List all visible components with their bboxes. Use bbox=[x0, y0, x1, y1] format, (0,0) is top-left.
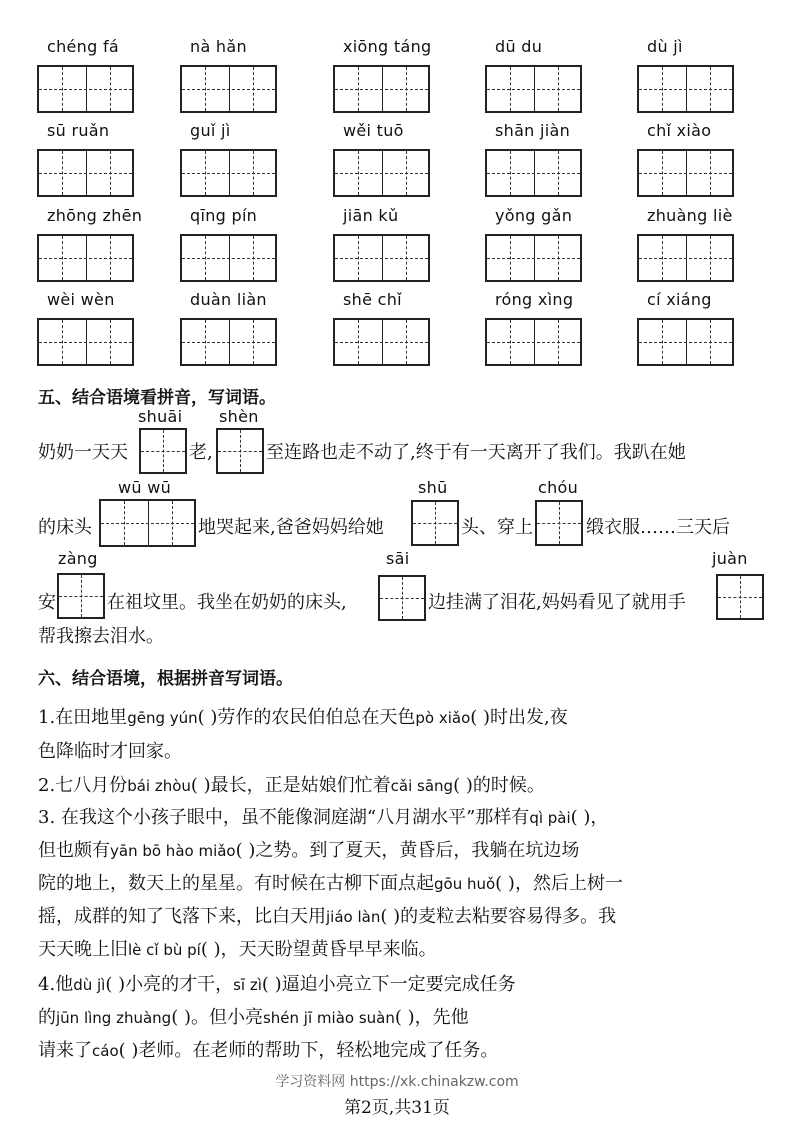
grid-pinyin: nà hǎn bbox=[190, 37, 247, 56]
s6-text: 摇，成群的知了飞落下来，比白天用 bbox=[38, 906, 326, 927]
grid-answer-box[interactable] bbox=[485, 318, 582, 366]
pinyin-juan: juàn bbox=[712, 549, 748, 568]
grid-pinyin: wèi wèn bbox=[47, 290, 115, 309]
grid-pinyin: yǒng gǎn bbox=[495, 206, 573, 225]
s6-text: 但也颇有 bbox=[38, 840, 110, 861]
watermark: 学习资料网 https://xk.chinakzw.com bbox=[275, 1074, 519, 1090]
grid-answer-box[interactable] bbox=[485, 65, 582, 113]
grid-pinyin: dù jì bbox=[647, 37, 683, 56]
s5-line3-mid: 在祖坟里。我坐在奶奶的床头, bbox=[107, 592, 347, 613]
answer-box-wuwu[interactable] bbox=[99, 499, 196, 547]
s6-line bbox=[38, 737, 182, 763]
grid-pinyin: qīng pín bbox=[190, 206, 258, 225]
s6-pinyin: bái zhòu bbox=[127, 777, 191, 795]
grid-pinyin: xiōng táng bbox=[343, 37, 432, 56]
s6-text: 院的地上，数天上的星星。有时候在古柳下面点起 bbox=[38, 873, 434, 894]
pinyin-chou: chóu bbox=[538, 478, 579, 497]
answer-box-shuai[interactable] bbox=[139, 428, 187, 474]
s6-text: 3. 在我这个小孩子眼中，虽不能像洞庭湖“八月湖水平”那样有 bbox=[38, 807, 530, 828]
s6-text: 2.七八月份 bbox=[38, 775, 128, 796]
s6-line bbox=[38, 771, 545, 797]
answer-box-zang[interactable] bbox=[57, 573, 105, 619]
grid-answer-box[interactable] bbox=[333, 149, 430, 197]
grid-pinyin: chǐ xiào bbox=[647, 121, 712, 140]
grid-pinyin: jiān kǔ bbox=[343, 206, 399, 225]
s5-line2-mid2: 头、穿上 bbox=[461, 517, 533, 538]
answer-box-shen[interactable] bbox=[216, 428, 264, 474]
grid-answer-box[interactable] bbox=[333, 234, 430, 282]
grid-answer-box[interactable] bbox=[37, 234, 134, 282]
s5-line2-pre: 的床头 bbox=[38, 517, 92, 538]
pinyin-shuai: shuāi bbox=[138, 407, 183, 426]
s6-pinyin: cáo bbox=[92, 1042, 119, 1060]
s5-line4: 帮我擦去泪水。 bbox=[38, 626, 164, 647]
grid-answer-box[interactable] bbox=[637, 318, 734, 366]
s6-pinyin: pò xiǎo bbox=[415, 709, 471, 727]
answer-box-juan[interactable] bbox=[716, 574, 764, 620]
grid-answer-box[interactable] bbox=[37, 65, 134, 113]
grid-pinyin: róng xìng bbox=[495, 290, 574, 309]
s6-text: 请来了 bbox=[38, 1040, 92, 1061]
s6-text[interactable]: ( )最长，正是姑娘们忙着 bbox=[190, 775, 391, 796]
s6-line bbox=[38, 935, 437, 961]
page-number: 第2页,共31页 bbox=[344, 1098, 450, 1118]
grid-answer-box[interactable] bbox=[37, 149, 134, 197]
pinyin-zang: zàng bbox=[58, 549, 98, 568]
answer-box-shu[interactable] bbox=[411, 500, 459, 546]
s6-line bbox=[38, 869, 623, 895]
s5-line1-post: 至连路也走不动了,终于有一天离开了我们。我趴在她 bbox=[266, 442, 686, 463]
s6-text: 1.在田地里 bbox=[38, 707, 128, 728]
s5-line1-pre: 奶奶一天天 bbox=[38, 442, 128, 463]
grid-answer-box[interactable] bbox=[37, 318, 134, 366]
s6-pinyin: gēng yún bbox=[127, 709, 198, 727]
s6-text[interactable]: ( )。但小亮 bbox=[171, 1007, 263, 1028]
s6-pinyin: shén jī miào suàn bbox=[262, 1009, 395, 1027]
s6-text[interactable]: ( )， bbox=[570, 807, 609, 828]
s6-line bbox=[38, 1036, 498, 1062]
s6-pinyin: qì pài bbox=[529, 809, 571, 827]
s6-line bbox=[38, 970, 516, 996]
s6-text[interactable]: ( )小亮的才干， bbox=[105, 974, 234, 995]
s6-line bbox=[38, 836, 579, 862]
s5-line3-post: 边挂满了泪花,妈妈看见了就用手 bbox=[428, 592, 686, 613]
s6-text[interactable]: ( )，然后上树一 bbox=[495, 873, 623, 894]
grid-pinyin: wěi tuō bbox=[343, 121, 404, 140]
section5-heading: 五、结合语境看拼音，写词语。 bbox=[38, 388, 276, 408]
grid-answer-box[interactable] bbox=[180, 318, 277, 366]
grid-pinyin: cí xiáng bbox=[647, 290, 712, 309]
s6-pinyin: dù jì bbox=[73, 976, 106, 994]
s6-text[interactable]: ( )的麦粒去粘要容易得多。我 bbox=[380, 906, 617, 927]
s6-text: 的 bbox=[38, 1007, 56, 1028]
s6-text: 4.他 bbox=[38, 974, 74, 995]
grid-pinyin: duàn liàn bbox=[190, 290, 267, 309]
grid-answer-box[interactable] bbox=[637, 234, 734, 282]
grid-answer-box[interactable] bbox=[180, 234, 277, 282]
s6-pinyin: gōu huǒ bbox=[434, 875, 496, 893]
s6-text[interactable]: ( )之势。到了夏天，黄昏后，我躺在坑边场 bbox=[235, 840, 580, 861]
grid-answer-box[interactable] bbox=[180, 65, 277, 113]
s6-line bbox=[38, 703, 568, 729]
s6-line bbox=[38, 1003, 469, 1029]
s5-line2-mid: 地哭起来,爸爸妈妈给她 bbox=[198, 517, 384, 538]
grid-pinyin: shān jiàn bbox=[495, 121, 571, 140]
s6-pinyin: jiáo làn bbox=[326, 908, 381, 926]
grid-pinyin: zhuàng liè bbox=[647, 206, 733, 225]
s6-pinyin: yān bō hào miǎo bbox=[110, 842, 236, 860]
grid-pinyin: shē chǐ bbox=[343, 290, 402, 309]
section6-heading: 六、结合语境，根据拼音写词语。 bbox=[38, 669, 293, 689]
s6-text[interactable]: ( )劳作的农民伯伯总在天色 bbox=[197, 707, 416, 728]
grid-answer-box[interactable] bbox=[180, 149, 277, 197]
s6-pinyin: jūn lìng zhuàng bbox=[56, 1009, 172, 1027]
s6-line bbox=[38, 803, 608, 829]
grid-answer-box[interactable] bbox=[637, 149, 734, 197]
answer-box-sai[interactable] bbox=[378, 575, 426, 621]
s6-line bbox=[38, 902, 616, 928]
grid-answer-box[interactable] bbox=[333, 65, 430, 113]
grid-pinyin: dū du bbox=[495, 37, 543, 56]
s6-text: 天天晚上旧 bbox=[38, 939, 128, 960]
s5-line1-mid: 老, bbox=[189, 442, 213, 463]
s6-text[interactable]: ( )的时候。 bbox=[453, 775, 545, 796]
pinyin-shu: shū bbox=[418, 478, 448, 497]
grid-pinyin: chéng fá bbox=[47, 37, 120, 56]
s6-text[interactable]: ( )，天天盼望黄昏早早来临。 bbox=[200, 939, 437, 960]
grid-answer-box[interactable] bbox=[637, 65, 734, 113]
answer-box-chou[interactable] bbox=[535, 500, 583, 546]
pinyin-shen: shèn bbox=[219, 407, 259, 426]
pinyin-wuwu: wū wū bbox=[118, 478, 172, 497]
s6-text[interactable]: ( )，先他 bbox=[394, 1007, 469, 1028]
s5-line2-post: 缎衣服……三天后 bbox=[586, 517, 730, 538]
grid-pinyin: zhōng zhēn bbox=[47, 206, 143, 225]
grid-answer-box[interactable] bbox=[485, 234, 582, 282]
s6-text[interactable]: ( )逼迫小亮立下一定要完成任务 bbox=[261, 974, 516, 995]
grid-answer-box[interactable] bbox=[333, 318, 430, 366]
s6-pinyin: lè cǐ bù pí bbox=[128, 941, 201, 959]
s6-text[interactable]: ( )老师。在老师的帮助下，轻松地完成了任务。 bbox=[118, 1040, 499, 1061]
s6-text[interactable]: ( )时出发,夜 bbox=[470, 707, 568, 728]
grid-pinyin: sū ruǎn bbox=[47, 121, 110, 140]
pinyin-sai: sāi bbox=[386, 549, 410, 568]
grid-pinyin: guǐ jì bbox=[190, 121, 231, 140]
s6-pinyin: sī zì bbox=[233, 976, 262, 994]
s6-pinyin: cǎi sāng bbox=[390, 777, 454, 795]
s5-line3-pre: 安 bbox=[38, 592, 56, 613]
grid-answer-box[interactable] bbox=[485, 149, 582, 197]
s6-text: 色降临时才回家。 bbox=[38, 741, 182, 762]
